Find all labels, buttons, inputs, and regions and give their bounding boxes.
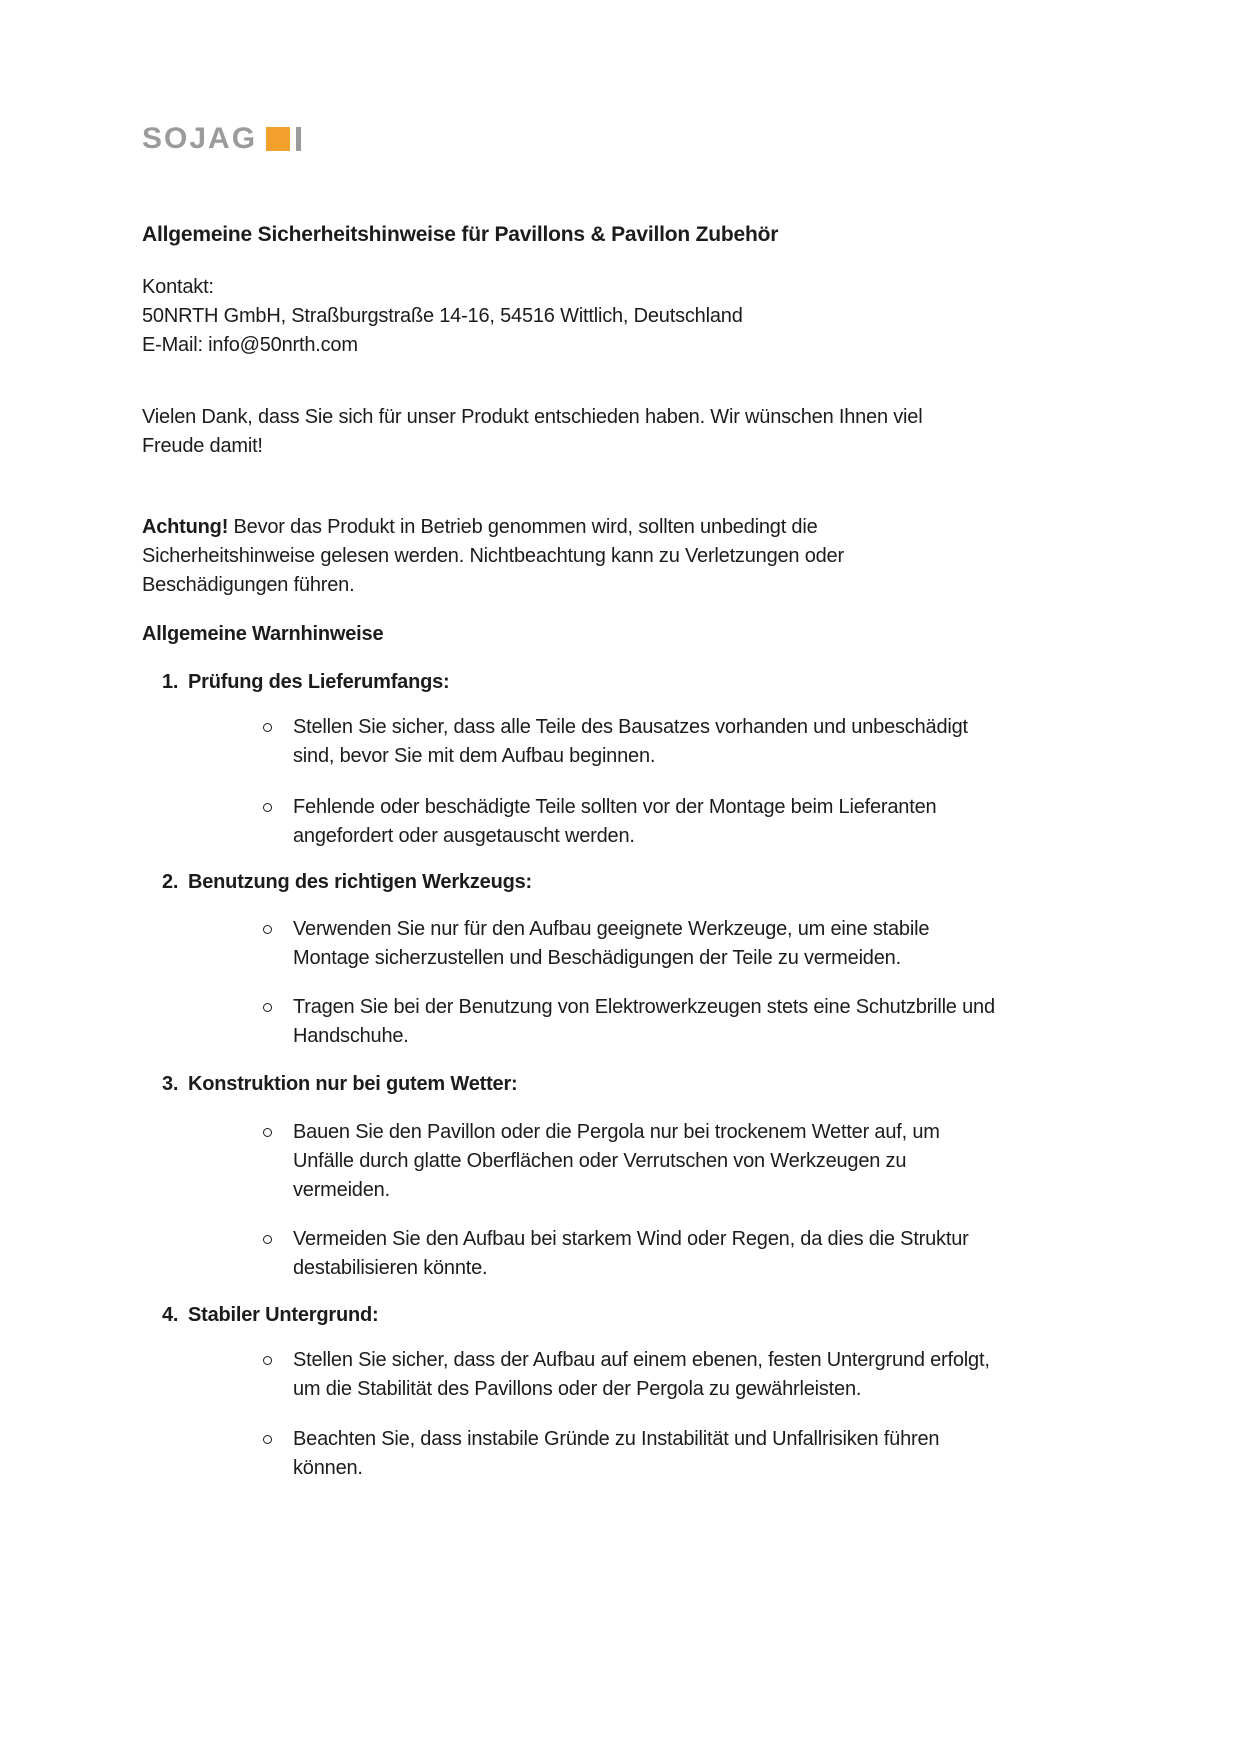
page-title: Allgemeine Sicherheitshinweise für Pavillons & Pavillon Zubehör [142, 223, 779, 246]
contact-address: 50NRTH GmbH, Straßburgstraße 14-16, 54516 Wittlich, Deutschland [142, 305, 743, 327]
sojag-logo [142, 122, 1120, 155]
circle-bullet-icon [263, 1435, 272, 1444]
circle-bullet-icon [263, 1128, 272, 1137]
bullet-item [142, 915, 1120, 973]
contact-email: E-Mail: info@50nrth.com [142, 334, 358, 356]
circle-bullet-icon [263, 1356, 272, 1365]
bullet-line: vermeiden. [293, 1179, 390, 1201]
section-heading: Allgemeine Warnhinweise [142, 623, 384, 645]
circle-bullet-icon [263, 1003, 272, 1012]
intro-paragraph [142, 403, 1120, 461]
sojag-logo-text: SOJAG [142, 122, 258, 155]
bullet-line: Bauen Sie den Pavillon oder die Pergola nur bei trockenem Wetter auf, um [293, 1121, 940, 1143]
sojag-logo-orange-square-icon [266, 127, 290, 151]
bullet-item [142, 1425, 1120, 1483]
list-item-4-number: 4. [162, 1304, 179, 1326]
bullet-line: Vermeiden Sie den Aufbau bei starkem Wind oder Regen, da dies die Struktur [293, 1228, 969, 1250]
list-item-1-title: Prüfung des Lieferumfangs: [188, 671, 450, 693]
circle-bullet-icon [263, 803, 272, 812]
bullet-line: sind, bevor Sie mit dem Aufbau beginnen. [293, 745, 656, 767]
circle-bullet-icon [263, 1235, 272, 1244]
bullet-line: um die Stabilität des Pavillons oder der Pergola zu gewährleisten. [293, 1378, 862, 1400]
contact-label: Kontakt: [142, 276, 214, 298]
warning-line: Beschädigungen führen. [142, 574, 355, 596]
circle-bullet-icon [263, 925, 272, 934]
warning-line [142, 513, 1120, 542]
bullet-line: Stellen Sie sicher, dass der Aufbau auf einem ebenen, festen Untergrund erfolgt, [293, 1349, 990, 1371]
bullet-item [142, 1225, 1120, 1283]
list-item-2-number: 2. [162, 871, 179, 893]
warning-bold-label: Achtung! [142, 516, 229, 538]
sojag-logo-bar-icon [296, 127, 301, 151]
bullet-line: destabilisieren könnte. [293, 1257, 488, 1279]
intro-line: Freude damit! [142, 435, 263, 457]
bullet-item [142, 793, 1120, 851]
bullet-line: Fehlende oder beschädigte Teile sollten vor der Montage beim Lieferanten [293, 796, 937, 818]
list-item-2-title: Benutzung des richtigen Werkzeugs: [188, 871, 532, 893]
list-item-4-title: Stabiler Untergrund: [188, 1304, 379, 1326]
bullet-line: Tragen Sie bei der Benutzung von Elektrowerkzeugen stets eine Schutzbrille und [293, 996, 995, 1018]
circle-bullet-icon [263, 723, 272, 732]
bullet-line: Unfälle durch glatte Oberflächen oder Verrutschen von Werkzeugen zu [293, 1150, 907, 1172]
document-content [0, 122, 1240, 1483]
contact-block [142, 273, 1120, 360]
list-item-3-heading [142, 1070, 1120, 1099]
list-item-1-number: 1. [162, 671, 179, 693]
warning-paragraph [142, 513, 1120, 600]
bullet-item [142, 1118, 1120, 1205]
warning-line: Sicherheitshinweise gelesen werden. Nichtbeachtung kann zu Verletzungen oder [142, 545, 844, 567]
warning-line-rest: Bevor das Produkt in Betrieb genommen wird, sollten unbedingt die [228, 516, 818, 538]
bullet-line: Montage sicherzustellen und Beschädigungen der Teile zu vermeiden. [293, 947, 901, 969]
intro-line: Vielen Dank, dass Sie sich für unser Produkt entschieden haben. Wir wünschen Ihnen viel [142, 406, 923, 428]
bullet-line: Verwenden Sie nur für den Aufbau geeignete Werkzeuge, um eine stabile [293, 918, 930, 940]
list-item-2-heading [142, 868, 1120, 897]
bullet-item [142, 1346, 1120, 1404]
bullet-item [142, 713, 1120, 771]
list-item-3-number: 3. [162, 1073, 179, 1095]
list-item-4-heading [142, 1301, 1120, 1330]
bullet-line: Beachten Sie, dass instabile Gründe zu Instabilität und Unfallrisiken führen [293, 1428, 940, 1450]
bullet-line: können. [293, 1457, 363, 1479]
bullet-line: angefordert oder ausgetauscht werden. [293, 825, 635, 847]
bullet-line: Stellen Sie sicher, dass alle Teile des Bausatzes vorhanden und unbeschädigt [293, 716, 968, 738]
bullet-line: Handschuhe. [293, 1025, 409, 1047]
list-item-1-heading [142, 668, 1120, 697]
list-item-3-title: Konstruktion nur bei gutem Wetter: [188, 1073, 518, 1095]
bullet-item [142, 993, 1120, 1051]
